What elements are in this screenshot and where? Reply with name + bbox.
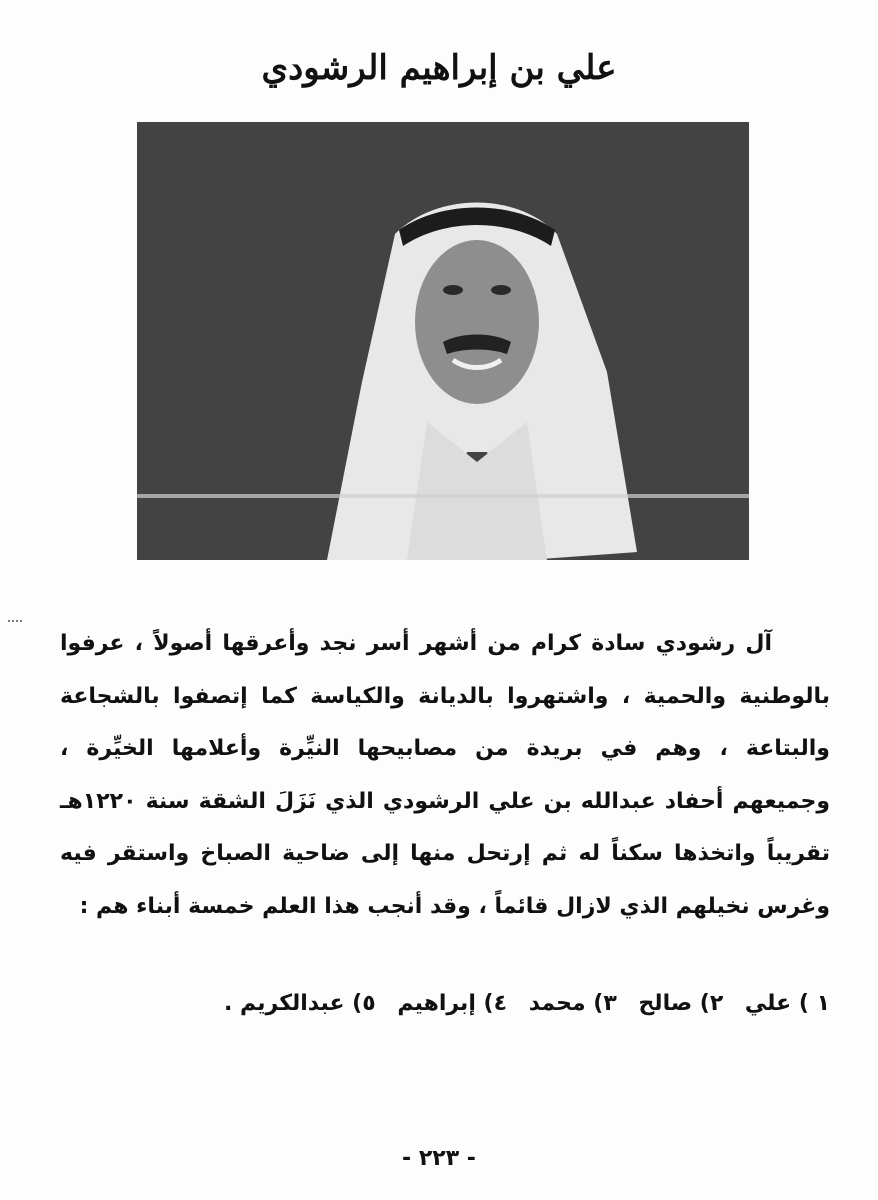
son-item: ٥) عبدالكريم . <box>223 991 376 1016</box>
face-shape <box>415 240 539 404</box>
right-eye <box>491 285 511 295</box>
margin-mark <box>8 620 22 626</box>
son-item: ٣) محمد <box>528 991 617 1016</box>
left-eye <box>443 285 463 295</box>
son-item: ٤) إبراهيم <box>397 991 508 1016</box>
sons-list <box>60 984 830 1024</box>
scan-streak <box>137 494 749 498</box>
page-number: - ٢٢٣ - <box>402 1146 476 1171</box>
portrait-illustration <box>137 122 749 560</box>
son-item: ٢) صالح <box>638 991 724 1016</box>
portrait-photo <box>137 122 749 560</box>
biography-paragraph: آل رشودي سادة كرام من أشهر أسر نجد وأعرقها أصولاً ، عرفوا بالوطنية والحمية ، واشتهروا بالديانة والكياسة كما إتصفوا بالشجاعة والبتاعة ، وهم في بريدة من مصابيحها النيِّرة وأعلامها الخيِّرة ، وجميعهم أحفاد عبدالله بن علي الرشودي الذي نَزَلَ الشقة سنة ١٢٢٠هـ تقريباً واتخذها سكناً له ثم إرتحل منها إلى ضاحية الصباخ واستقر فيه وغرس نخيلهم الذي لازال قائماً ، وقد أنجب هذا العلم خمسة أبناء هم : <box>60 631 830 919</box>
biography-text <box>60 618 830 933</box>
son-item: ١ ) علي <box>744 991 830 1016</box>
page-title: علي بن إبراهيم الرشودي <box>261 48 617 88</box>
